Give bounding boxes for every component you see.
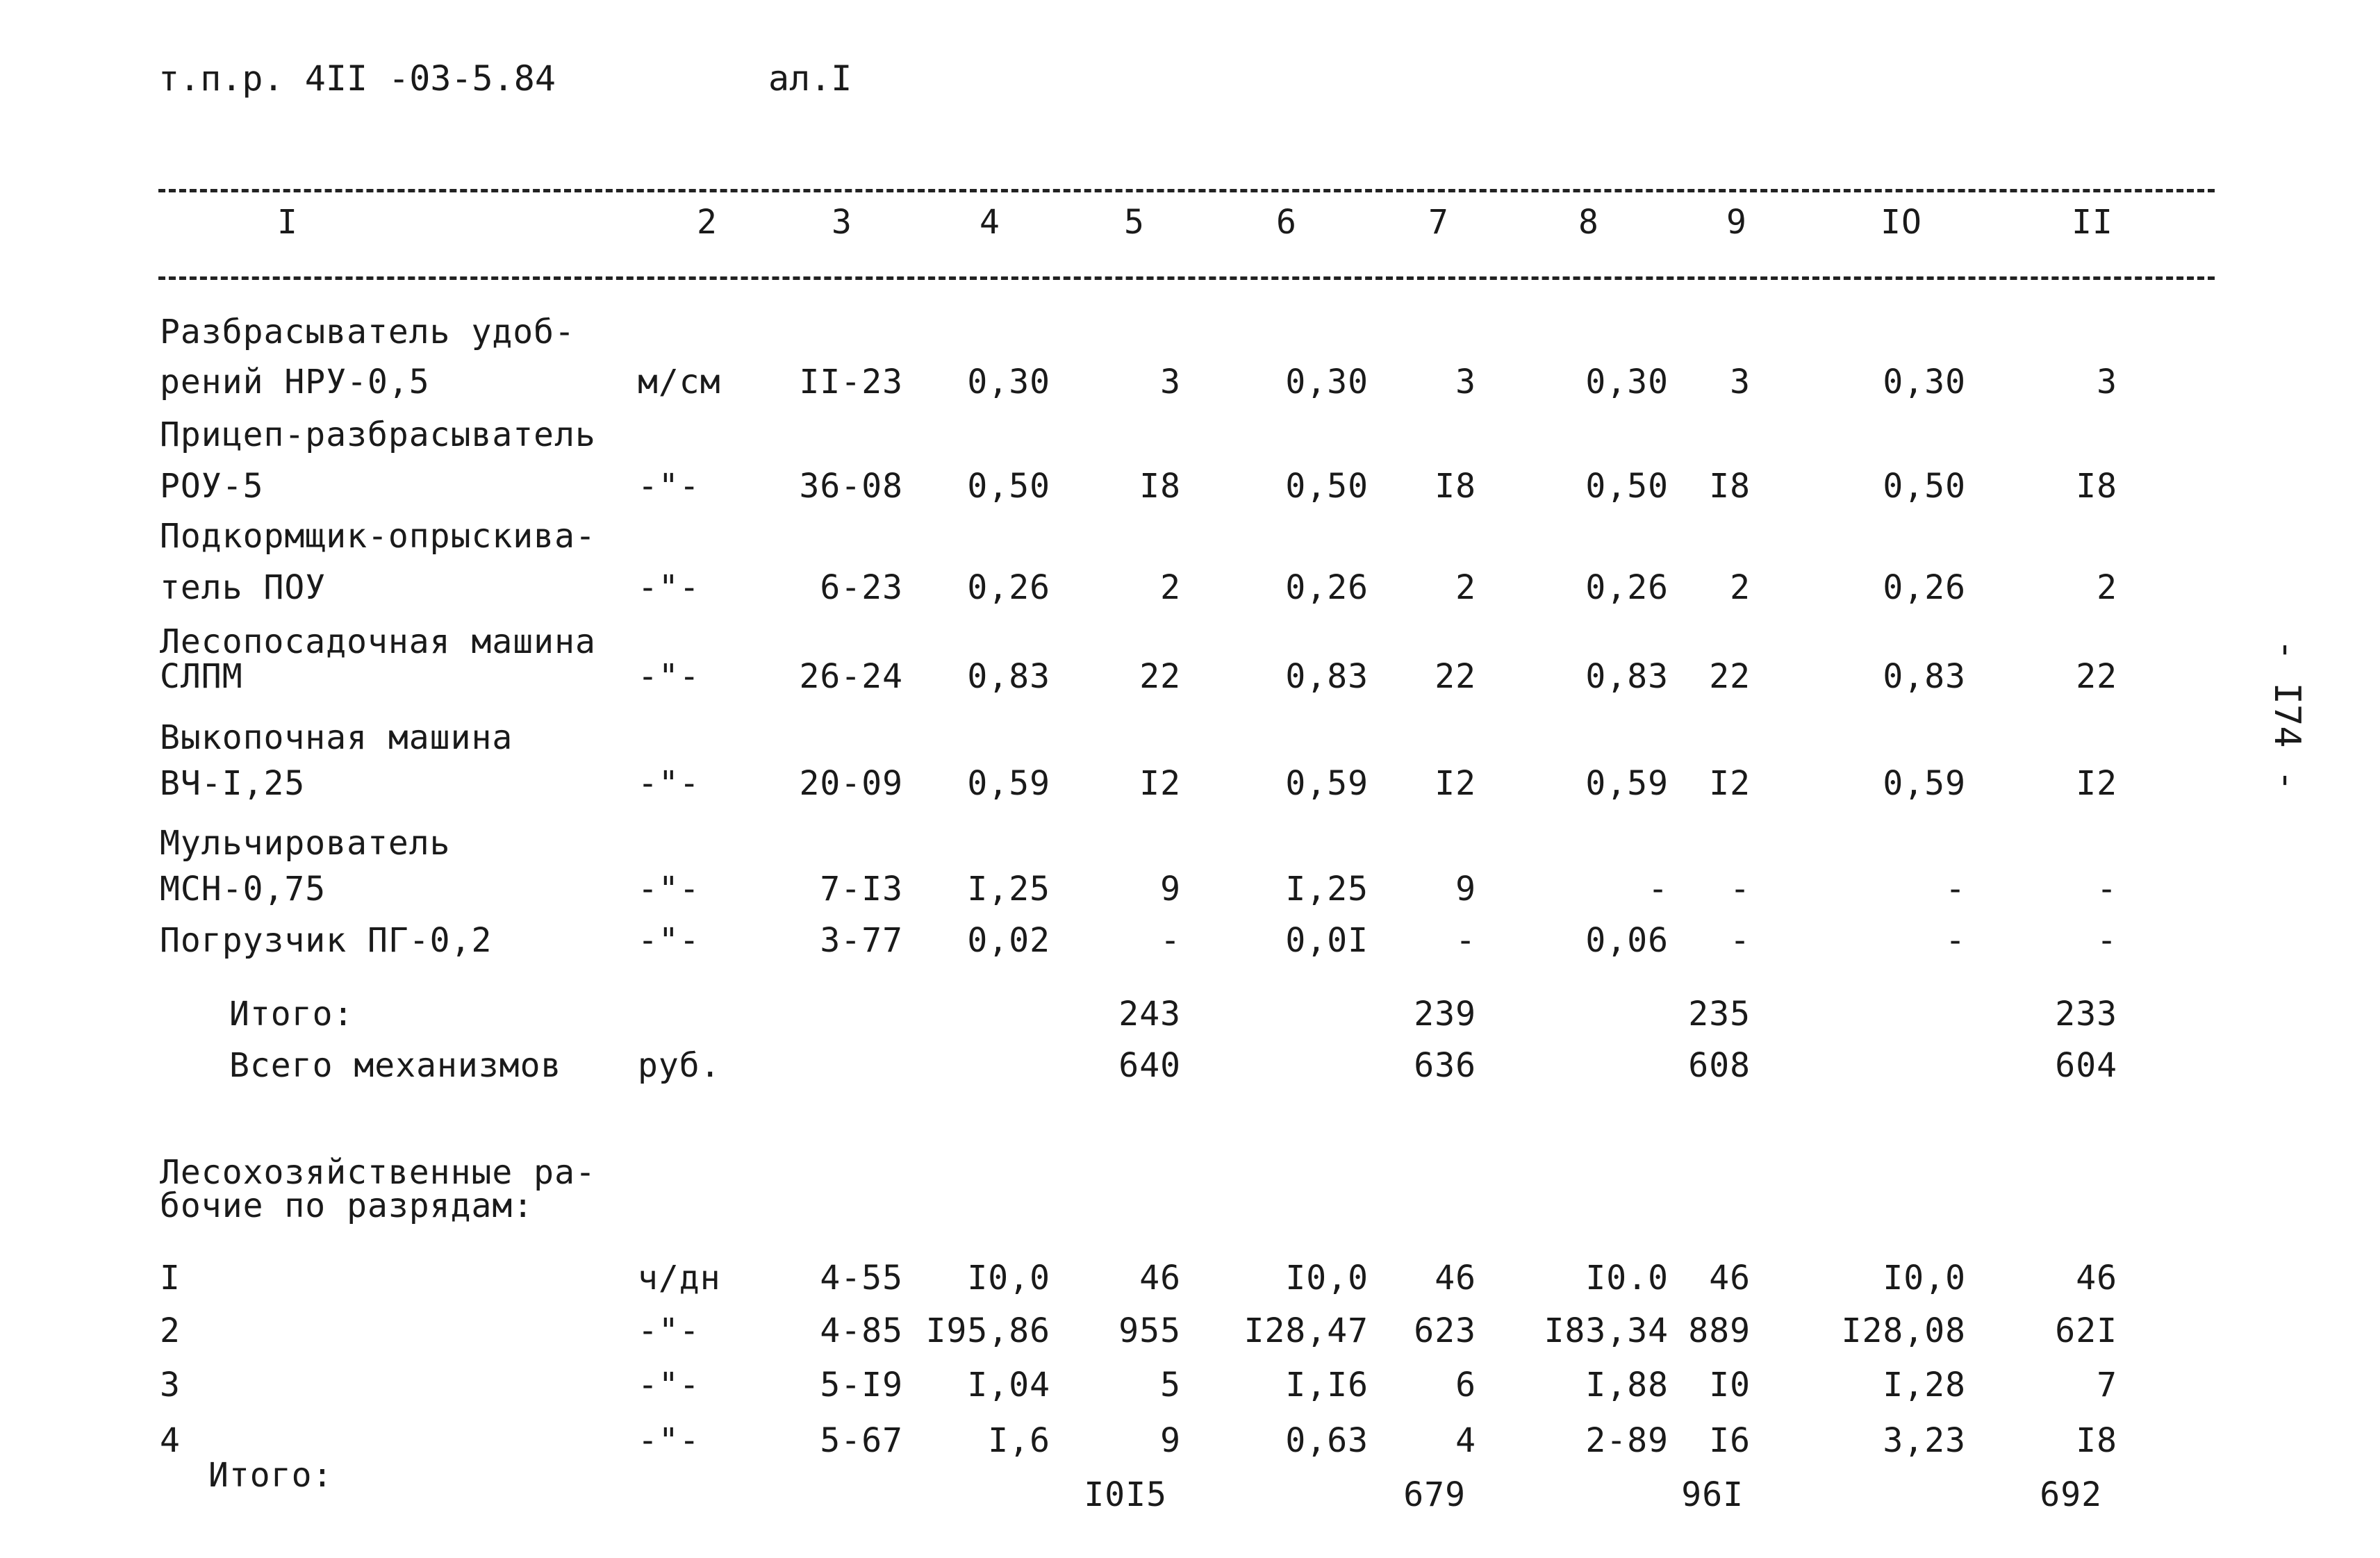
column-header: 8 — [1578, 203, 1599, 242]
page-number: - I74 - — [2266, 639, 2308, 792]
table-cell: 46 — [1435, 1259, 1476, 1298]
table-cell: 6 — [1455, 1366, 1476, 1404]
table-cell: I28,08 — [1841, 1311, 1966, 1350]
row-label: Разбрасыватель удоб- — [160, 313, 575, 351]
vsego-value: 636 — [1414, 1046, 1476, 1085]
table-cell: 9 — [1160, 1421, 1181, 1460]
workers-title: Лесохозяйственные ра- — [160, 1153, 596, 1192]
table-cell: I0.0 — [1585, 1259, 1669, 1298]
table-cell: 0,83 — [1585, 657, 1669, 696]
table-cell: 4-55 — [820, 1259, 903, 1298]
table-cell: 3 — [1455, 363, 1476, 401]
table-cell: I,28 — [1883, 1366, 1966, 1404]
column-header: 7 — [1428, 203, 1449, 242]
row-label: РОУ-5 — [160, 467, 264, 506]
table-cell: 20-09 — [799, 764, 903, 803]
table-cell: 2 — [1455, 568, 1476, 607]
table-cell: м/см — [638, 363, 721, 401]
row-label: тель ПОУ — [160, 568, 327, 607]
table-cell: 0,83 — [1883, 657, 1966, 696]
table-cell: I8 — [1709, 467, 1751, 506]
table-cell: I2 — [1435, 764, 1476, 803]
table-cell: 5-I9 — [820, 1366, 903, 1404]
table-cell: -"- — [638, 568, 700, 607]
table-cell: 4-85 — [820, 1311, 903, 1350]
sheet-label: ал.I — [768, 58, 852, 99]
table-cell: 7-I3 — [820, 870, 903, 909]
table-cell: I,04 — [967, 1366, 1050, 1404]
column-header: 4 — [980, 203, 1000, 242]
vsego-unit: руб. — [638, 1046, 721, 1085]
table-cell: 0,50 — [1883, 467, 1966, 506]
column-header: 6 — [1276, 203, 1297, 242]
table-cell: 0,83 — [1285, 657, 1369, 696]
table-cell: -"- — [638, 1311, 700, 1350]
table-cell: - — [1648, 870, 1669, 909]
table-cell: 46 — [1709, 1259, 1751, 1298]
table-cell: 0,30 — [1585, 363, 1669, 401]
row-label: ВЧ-I,25 — [160, 764, 306, 803]
row-label: МСН-0,75 — [160, 870, 327, 909]
column-header: 5 — [1124, 203, 1145, 242]
table-cell: I95,86 — [925, 1311, 1050, 1350]
table-cell: 0,59 — [1285, 764, 1369, 803]
row-label: Лесопосадочная машина — [160, 622, 596, 661]
table-cell: -"- — [638, 764, 700, 803]
worker-grade: I — [160, 1259, 181, 1298]
table-cell: 9 — [1455, 870, 1476, 909]
vsego-value: 604 — [2055, 1046, 2117, 1085]
itogo-value: 235 — [1688, 995, 1751, 1034]
row-label: Подкормщик-опрыскива- — [160, 517, 596, 556]
workers-itogo-value: I0I5 — [1084, 1475, 1167, 1514]
table-cell: - — [1730, 870, 1751, 909]
table-cell: 623 — [1414, 1311, 1476, 1350]
row-label: Мульчирователь — [160, 824, 451, 863]
table-cell: -"- — [638, 467, 700, 506]
column-header: 9 — [1726, 203, 1747, 242]
table-cell: 5-67 — [820, 1421, 903, 1460]
table-cell: 6-23 — [820, 568, 903, 607]
table-cell: 22 — [2076, 657, 2117, 696]
table-cell: 22 — [1139, 657, 1181, 696]
table-cell: -"- — [638, 921, 700, 960]
table-cell: I0,0 — [967, 1259, 1050, 1298]
table-cell: I,I6 — [1285, 1366, 1369, 1404]
table-cell: 2-89 — [1585, 1421, 1669, 1460]
row-label: рений НРУ-0,5 — [160, 363, 430, 401]
table-cell: I8 — [1435, 467, 1476, 506]
table-cell: I,88 — [1585, 1366, 1669, 1404]
table-cell: II-23 — [799, 363, 903, 401]
table-cell: -"- — [638, 870, 700, 909]
table-cell: 0,30 — [1285, 363, 1369, 401]
column-header: I — [277, 203, 298, 242]
table-cell: - — [2097, 921, 2117, 960]
column-header: IO — [1881, 203, 1922, 242]
table-cell: 0,30 — [967, 363, 1050, 401]
table-cell: 0,02 — [967, 921, 1050, 960]
itogo-value: 233 — [2055, 995, 2117, 1034]
table-cell: ч/дн — [638, 1259, 721, 1298]
table-cell: -"- — [638, 1366, 700, 1404]
table-cell: 0,50 — [1285, 467, 1369, 506]
row-label: Погрузчик ПГ-0,2 — [160, 921, 493, 960]
table-cell: I,6 — [988, 1421, 1050, 1460]
workers-itogo-value: 692 — [2040, 1475, 2102, 1514]
row-label: Прицеп-разбрасыватель — [160, 415, 596, 454]
table-cell: - — [1730, 921, 1751, 960]
column-header: 3 — [832, 203, 852, 242]
workers-itogo-value: 679 — [1403, 1475, 1466, 1514]
table-cell: 3,23 — [1883, 1421, 1966, 1460]
workers-itogo-label: Итого: — [208, 1456, 333, 1495]
table-cell: 0,50 — [1585, 467, 1669, 506]
table-cell: 0,63 — [1285, 1421, 1369, 1460]
table-cell: 889 — [1688, 1311, 1751, 1350]
itogo-value: 239 — [1414, 995, 1476, 1034]
table-cell: 0,59 — [1883, 764, 1966, 803]
table-cell: I,25 — [967, 870, 1050, 909]
table-cell: I6 — [1709, 1421, 1751, 1460]
table-cell: 22 — [1709, 657, 1751, 696]
table-cell: 0,26 — [967, 568, 1050, 607]
table-cell: 0,83 — [967, 657, 1050, 696]
table-cell: I28,47 — [1243, 1311, 1369, 1350]
table-cell: 0,26 — [1285, 568, 1369, 607]
table-cell: 0,26 — [1883, 568, 1966, 607]
table-cell: I8 — [2076, 467, 2117, 506]
table-cell: 2 — [1160, 568, 1181, 607]
table-cell: I0 — [1709, 1366, 1751, 1404]
table-cell: I,25 — [1285, 870, 1369, 909]
table-cell: 955 — [1118, 1311, 1181, 1350]
table-cell: I83,34 — [1544, 1311, 1669, 1350]
table-cell: 0,59 — [1585, 764, 1669, 803]
table-cell: 4 — [1455, 1421, 1476, 1460]
itogo-label: Итого: — [229, 995, 354, 1034]
itogo-value: 243 — [1118, 995, 1181, 1034]
table-cell: 3 — [1730, 363, 1751, 401]
column-header: 2 — [697, 203, 718, 242]
table-cell: I8 — [2076, 1421, 2117, 1460]
table-cell: 2 — [1730, 568, 1751, 607]
workers-itogo-value: 96I — [1681, 1475, 1744, 1514]
table-cell: -"- — [638, 1421, 700, 1460]
table-cell: - — [2097, 870, 2117, 909]
vsego-label: Всего механизмов — [229, 1046, 562, 1085]
table-cell: - — [1455, 921, 1476, 960]
vsego-value: 640 — [1118, 1046, 1181, 1085]
table-cell: I2 — [2076, 764, 2117, 803]
table-cell: 36-08 — [799, 467, 903, 506]
table-cell: I2 — [1709, 764, 1751, 803]
table-cell: 0,59 — [967, 764, 1050, 803]
table-cell: -"- — [638, 657, 700, 696]
row-label: СЛПМ — [160, 657, 243, 696]
table-cell: 46 — [1139, 1259, 1181, 1298]
table-cell: 9 — [1160, 870, 1181, 909]
table-header-rule — [158, 276, 2215, 280]
doc-reference: т.п.р. 4II -03-5.84 — [158, 58, 556, 99]
table-cell: 0,26 — [1585, 568, 1669, 607]
table-cell: 3-77 — [820, 921, 903, 960]
table-cell: 2 — [2097, 568, 2117, 607]
table-cell: 3 — [2097, 363, 2117, 401]
table-cell: 0,30 — [1883, 363, 1966, 401]
table-cell: 46 — [2076, 1259, 2117, 1298]
table-cell: 0,50 — [967, 467, 1050, 506]
row-label: Выкопочная машина — [160, 718, 513, 757]
table-cell: 62I — [2055, 1311, 2117, 1350]
table-cell: 26-24 — [799, 657, 903, 696]
table-cell: - — [1160, 921, 1181, 960]
vsego-value: 608 — [1688, 1046, 1751, 1085]
table-cell: I8 — [1139, 467, 1181, 506]
table-cell: - — [1945, 870, 1966, 909]
table-cell: 0,0I — [1285, 921, 1369, 960]
column-header: II — [2072, 203, 2113, 242]
worker-grade: 2 — [160, 1311, 181, 1350]
table-cell: I0,0 — [1285, 1259, 1369, 1298]
table-cell: 5 — [1160, 1366, 1181, 1404]
table-cell: 0,06 — [1585, 921, 1669, 960]
table-cell: - — [1945, 921, 1966, 960]
worker-grade: 4 — [160, 1421, 181, 1460]
table-cell: I0,0 — [1883, 1259, 1966, 1298]
worker-grade: 3 — [160, 1366, 181, 1404]
workers-title: бочие по разрядам: — [160, 1186, 534, 1225]
table-cell: 3 — [1160, 363, 1181, 401]
table-cell: 7 — [2097, 1366, 2117, 1404]
table-cell: 22 — [1435, 657, 1476, 696]
table-top-rule — [158, 189, 2215, 192]
table-cell: I2 — [1139, 764, 1181, 803]
